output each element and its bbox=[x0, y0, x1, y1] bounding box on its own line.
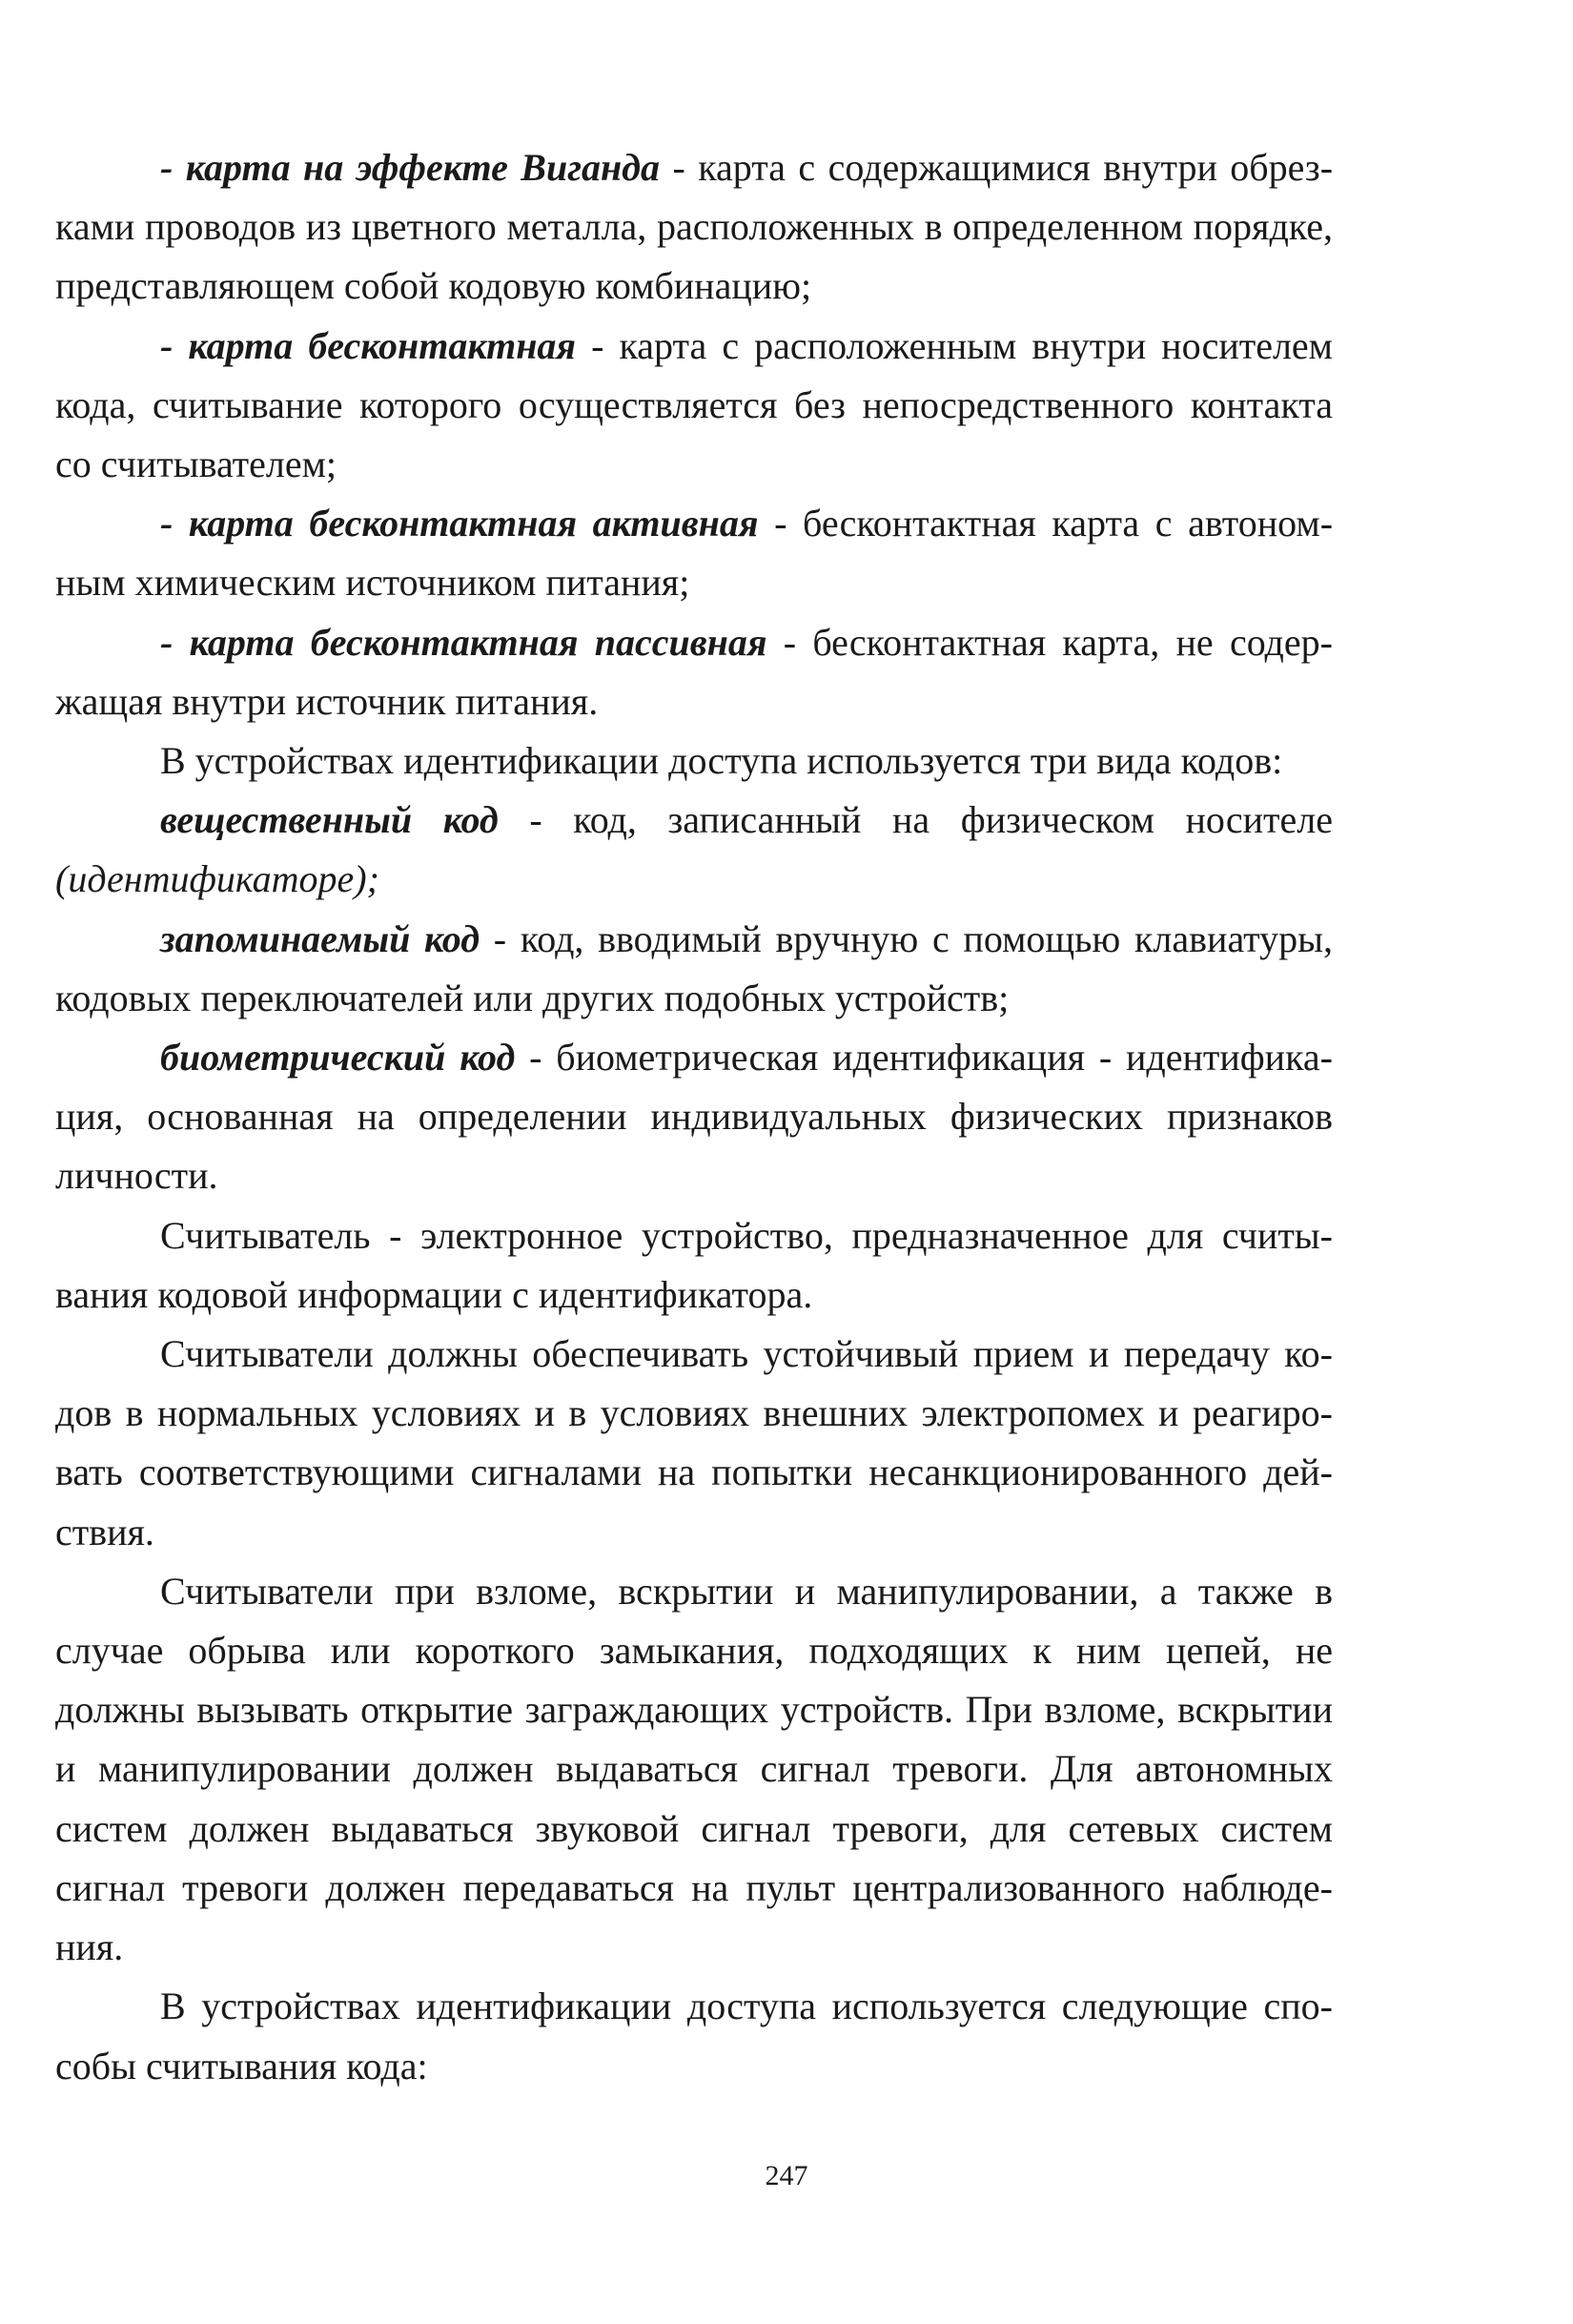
paragraph-text: В устройствах идентификации доступа используется следующие способы считывания кода: bbox=[55, 1985, 1333, 2087]
definition-text: - карта с содержащимися внутри обрезками проводов из цветного металла, расположенных в определенном порядке, представляющем собой кодовую комбинацию; bbox=[55, 146, 1334, 308]
term: - карта бесконтактная bbox=[160, 323, 577, 367]
term: - карта бесконтактная активная bbox=[160, 502, 759, 545]
paragraph-reader-requirements bbox=[55, 1325, 1333, 1562]
term: вещественный код bbox=[160, 798, 499, 842]
paragraph-reader-tamper bbox=[55, 1562, 1333, 1977]
definition-text: - карта с расположенным внутри носителем кода, считывание которого осуществляется без непосредственного контакта со считывателем; bbox=[55, 323, 1333, 486]
paragraph-text: Считыватель - электронное устройство, предназначенное для считывания кодовой информации с идентификатора. bbox=[55, 1213, 1333, 1316]
definition-text: - биометрическая идентификация - идентификация, основанная на определении индивидуальных физических признаков личности. bbox=[55, 1036, 1333, 1198]
paragraph-code-types-intro bbox=[55, 731, 1333, 791]
paragraph-text: Считыватели должны обеспечивать устойчивый прием и передачу кодов в нормальных условиях и в условиях внешних электропомех и реагировать соответствующими сигналами на попытки несанкционированного действия. bbox=[55, 1332, 1333, 1553]
definition-text: - код, вводимый вручную с помощью клавиатуры, кодовых переключателей или других подобных устройств; bbox=[55, 916, 1333, 1019]
page-number: 247 bbox=[765, 2160, 808, 2191]
paragraph-reading-methods-intro bbox=[55, 1977, 1333, 2095]
definition-passive-contactless-card bbox=[55, 613, 1333, 731]
paragraph-text: Считыватели при взломе, вскрытии и манипулировании, а также в случае обрыва или короткого замыкания, подходящих к ним цепей, не должны вызывать открытие заграждающих устройств. При взломе, вскрытии и манипулировании должен выдаваться сигнал тревоги. Для автономных систем должен выдаваться звуковой сигнал тревоги, для сетевых систем сигнал тревоги должен передаваться на пульт централизованного наблюдения. bbox=[55, 1569, 1333, 1969]
definition-text: - код, записанный на физическом носителе bbox=[498, 798, 1333, 842]
term: - карта бесконтактная пассивная bbox=[160, 620, 767, 664]
paragraph-text: В устройствах идентификации доступа используется три вида кодов: bbox=[160, 739, 1283, 783]
page-body bbox=[55, 138, 1333, 2096]
definition-active-contactless-card bbox=[55, 494, 1333, 612]
paragraph-reader-definition bbox=[55, 1206, 1333, 1325]
definition-text: - бесконтактная карта, не содержащая внутри источник питания. bbox=[55, 620, 1333, 723]
definition-text-italic: (идентификаторе); bbox=[55, 857, 379, 901]
term: биометрический код bbox=[160, 1036, 516, 1080]
term: запоминаемый код bbox=[160, 916, 480, 960]
definition-text: - бесконтактная карта с автономным химическим источником питания; bbox=[55, 502, 1334, 605]
term: - карта на эффекте Виганда bbox=[160, 146, 661, 189]
definition-biometric-code bbox=[55, 1028, 1333, 1206]
definition-physical-code bbox=[55, 791, 1333, 909]
definition-contactless-card bbox=[55, 317, 1333, 495]
definition-wiegand-card bbox=[55, 138, 1333, 317]
definition-memorized-code bbox=[55, 910, 1333, 1028]
